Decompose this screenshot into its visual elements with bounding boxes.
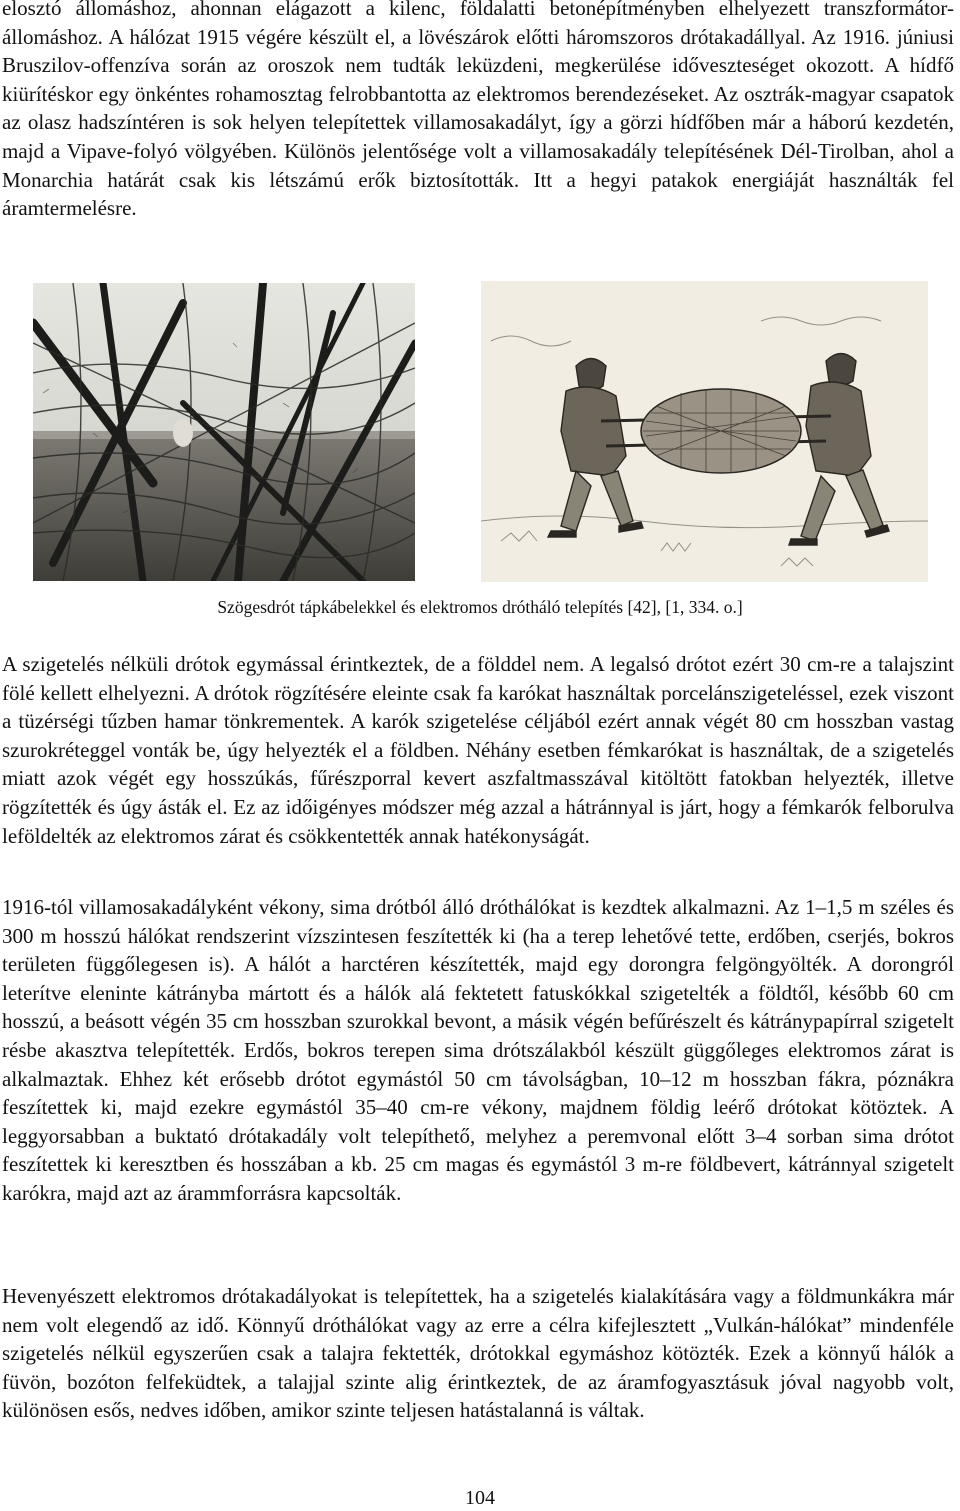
page-number: 104	[465, 1487, 495, 1509]
paragraph-wire-nets: 1916-tól villamosakadályként vékony, sima drótból álló dróthálókat is kezdtek alkalmazni. Az 1–1,5 m széles és 300 m hosszú hálókat rendszerint vízszintesen feszítették ki (ha a terep lehetővé tette, erdőben, cserjés, bokros területen függőlegesen is). A hálót a harctéren készítették, majd egy dorongra felgöngyölték. A dorongról leterítve eleninte kátrányba mártott és a hálók alá fektetett fatuskókkal szigetelték a földtől, később 60 cm hosszú, a beásott végén 35 cm hosszban szurokkal bevont, a másik végén befűrészelt és kátránypapírral szigetelt résbe akasztva telepítették. Erdős, bokros terepen sima drótszálakból készült güggőleges elektromos zárat is alkalmaztak. Ehhez két erősebb drótot egymástól 50 cm távolságban, 10–12 m hosszban fákra, póznákra feszítettek ki, majd ezekre egymástól 35–40 cm-re vékony, majdnem földig leérő drótokat kötöztek. A leggyorsabban a buktató drótakadály volt telepíthető, melyhez a peremvonal előtt 3–4 sorban sima drótot feszítettek ki keresztben és hosszában a kb. 25 cm magas és egymástól 3 m-re földbevert, kátránnyal szigetelt karókra, majd azt az árammforrásra kapcsolták.	[2, 895, 954, 1205]
paragraph-intro: elosztó állomáshoz, ahonnan elágazott a kilenc, földalatti betonépítményben elhelyezett transzformátor-állomáshoz. A hálózat 1915 végére készült el, a lövészárok előtti háromszoros drótakadállyal. Az 1916. júniusi Bruszilov-offenzíva során az oroszok nem tudták leküzdeni, megkerülése időveszteséget okozott. A hídfő kiürítéskor egy önkéntes rohamosztag felrobbantotta az elektromos berendezéseket. Az osztrák-magyar csapatok az olasz hadszíntéren is sok helyen telepítettek villamosakadályt, így a görzi hídfőben már a háború kezdetén, majd a Vipave-folyó völgyében. Különös jelentősége volt a villamosakadály telepítésének Dél-Tirolban, ahol a Monarchia határát csak kis létszámú erők biztosították. Itt a hegyi patakok energiáját használták fel áramtermelésre.	[2, 0, 954, 221]
paragraph-improvised: Hevenyészett elektromos drótakadályokat is telepítettek, ha a szigetelés kialakítására vagy a földmunkákra már nem volt elegendő az idő. Könnyű dróthálókat vagy az erre a célra kifejlesztett „Vulkán-hálókat” mindenféle szigetelés nélkül egyszerűen csak a talajra fektették, drótokkal egymáshoz kötözték. Ezek a könnyű hálók a füvön, bozóton felfeküdtek, a talajjal szinte alig érintkeztek, de az áramfogyasztásuk jóval nagyobb volt, különösen esős, nedves időben, amikor szinte teljesen hatástalanná is váltak.	[2, 1284, 954, 1423]
barbed-wire-photo	[33, 283, 415, 581]
barbed-wire-photo-graphic	[33, 283, 415, 581]
figure-caption: Szögesdrót tápkábelekkel és elektromos drótháló telepítés [42], [1, 334. o.]	[217, 597, 743, 617]
soldiers-wire-net-graphic	[481, 281, 928, 582]
soldiers-wire-net-drawing	[481, 281, 928, 582]
paragraph-insulation: A szigetelés nélküli drótok egymással érintkeztek, de a földdel nem. A legalsó drótot ezért 30 cm-re a talajszint fölé kellett elhelyezni. A drótok rögzítésére eleinte csak fa karókat használtak porcelánszigeteléssel, ezek viszont a tüzérségi tűzben hamar tönkrementek. A karók szigetelése céljából ezért annak végét 80 cm hosszban vastag szurokréteggel vonták be, úgy helyezték el a földben. Néhány esetben fémkarókat is használtak, de a szigetelés miatt azok végét egy hosszúkás, fűrészporral kevert aszfaltmasszával kitöltött fatokban helyezték, illetve rögzítették és úgy ásták el. Ez az időigényes módszer még azzal a hátránnyal is járt, hogy a fémkarók felborulva leföldelték az elektromos zárat és csökkentették annak hatékonyságát.	[2, 652, 954, 848]
